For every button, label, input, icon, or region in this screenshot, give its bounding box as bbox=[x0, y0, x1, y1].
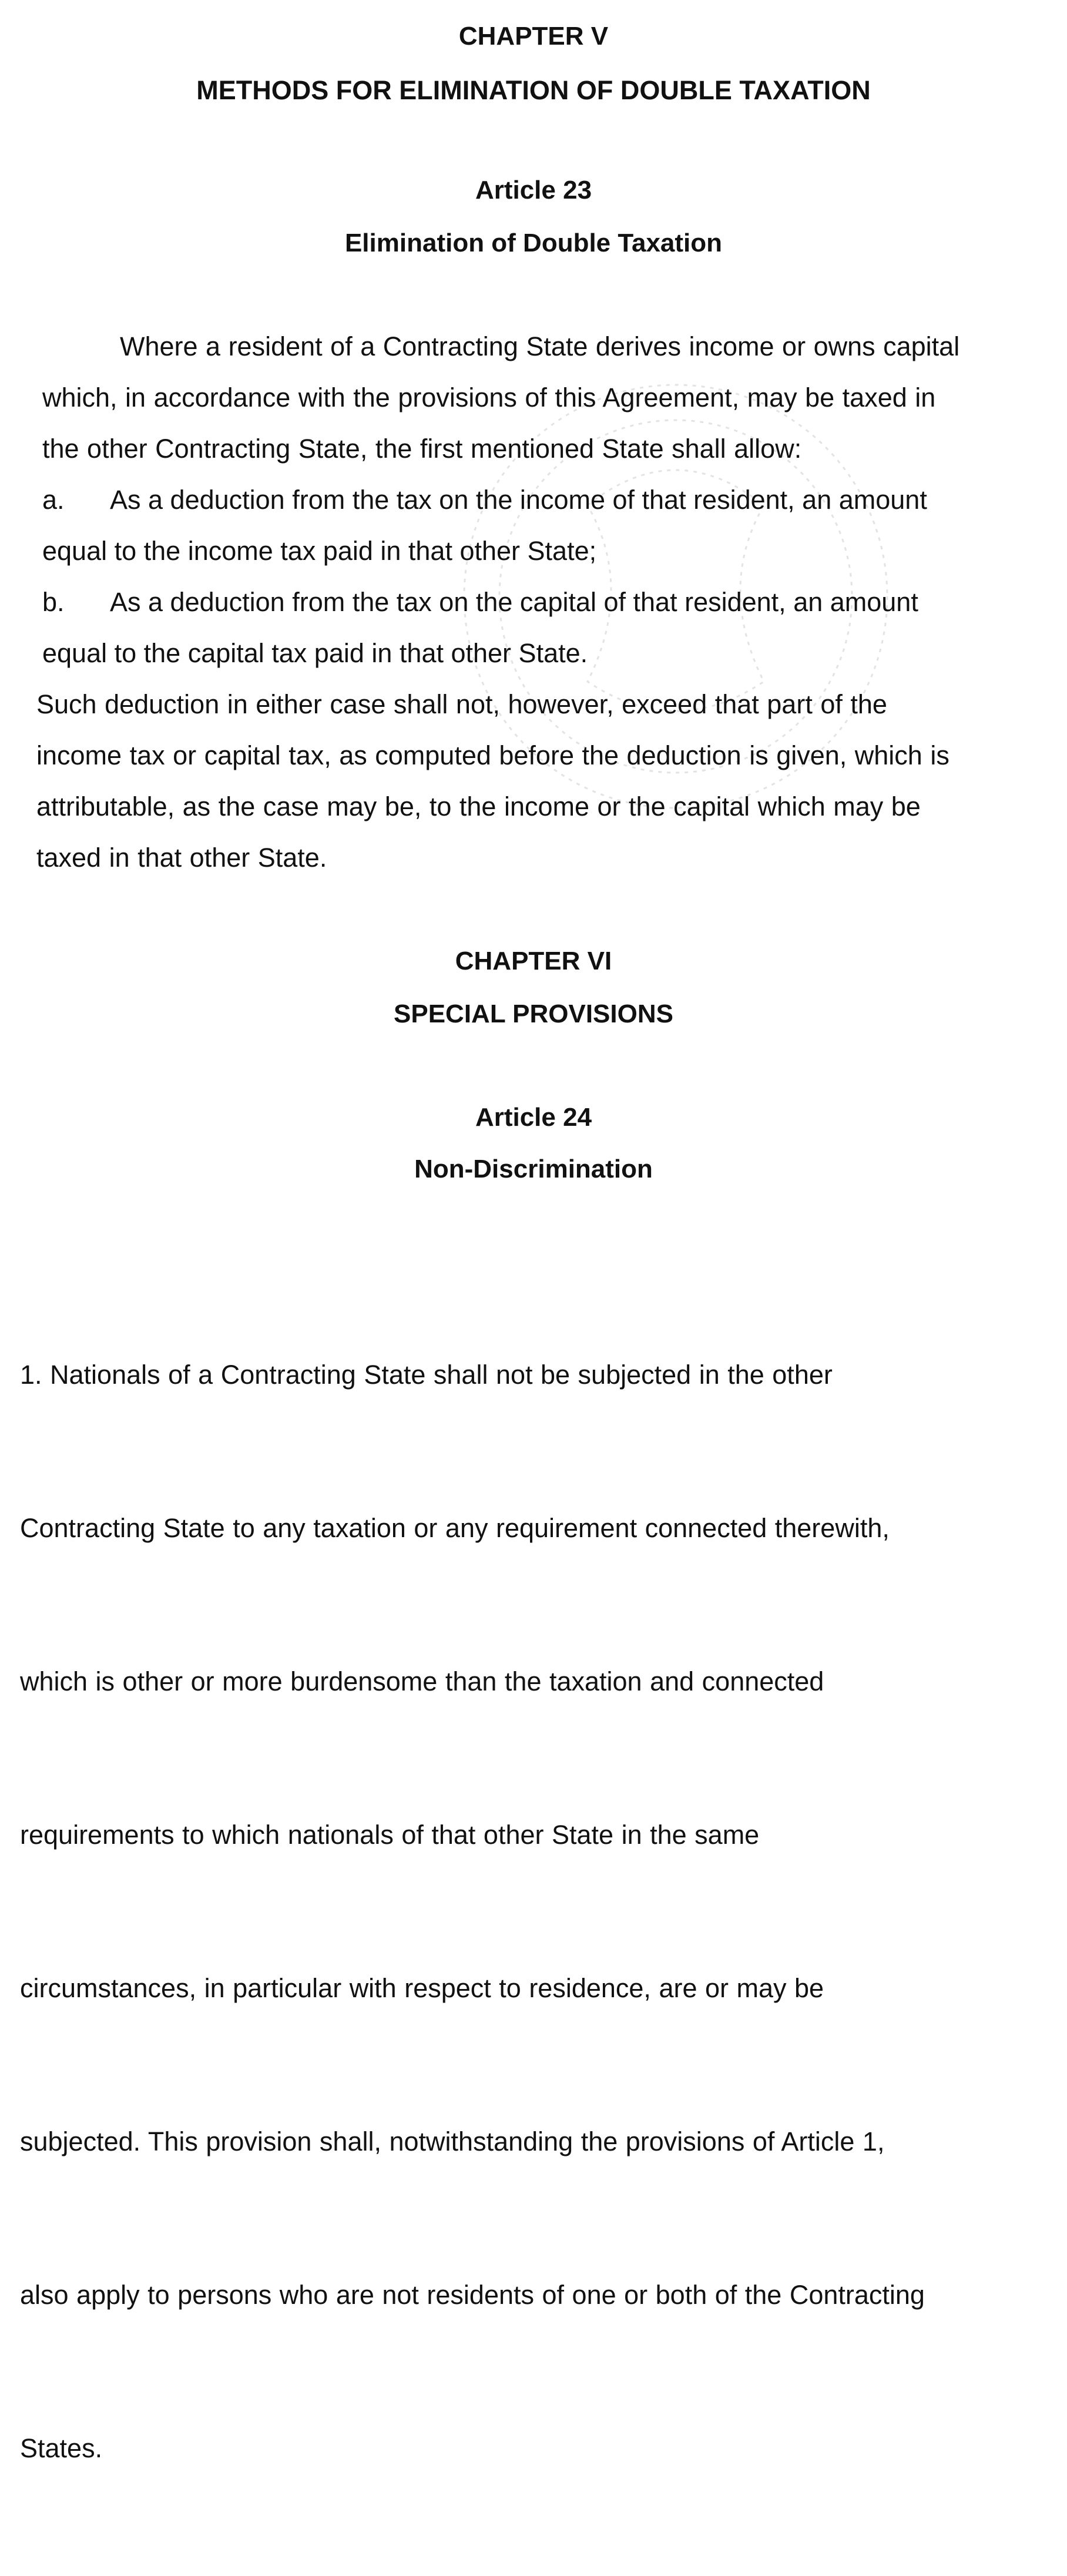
text-line: States. bbox=[20, 2433, 103, 2463]
text-line: equal to the income tax paid in that other State; bbox=[42, 536, 597, 566]
chapter-v-subtitle: METHODS FOR ELIMINATION OF DOUBLE TAXATION bbox=[196, 75, 871, 105]
text-line: Where a resident of a Contracting State derives income or owns capital bbox=[120, 331, 960, 361]
article-23-intro bbox=[42, 321, 1035, 474]
text-line: income tax or capital tax, as computed before the deduction is given, which is bbox=[36, 740, 949, 770]
list-marker: b. bbox=[42, 587, 65, 617]
chapter-vi-subtitle: SPECIAL PROVISIONS bbox=[394, 999, 673, 1028]
text-line: attributable, as the case may be, to the income or the capital which may be bbox=[36, 791, 921, 821]
text-line: also apply to persons who are not residents of one or both of the Contracting bbox=[20, 2280, 925, 2310]
text-line: Such deduction in either case shall not, however, exceed that part of the bbox=[36, 689, 887, 719]
text-line: Contracting State to any taxation or any requirement connected therewith, bbox=[20, 1513, 890, 1543]
text-line: requirements to which nationals of that other State in the same bbox=[20, 1820, 760, 1850]
article-23-number: Article 23 bbox=[475, 176, 592, 204]
text-line: which is other or more burdensome than the taxation and connected bbox=[20, 1666, 824, 1696]
article-23-item-b bbox=[42, 576, 1035, 679]
text-line: equal to the capital tax paid in that other State. bbox=[42, 638, 588, 668]
article-24-paragraph-1 bbox=[20, 1247, 1031, 2576]
text-line: which, in accordance with the provisions of this Agreement, may be taxed in bbox=[42, 383, 936, 412]
article-23-closing bbox=[36, 679, 1035, 883]
text-line: 1. Nationals of a Contracting State shall not be subjected in the other bbox=[20, 1360, 833, 1390]
text-line: the other Contracting State, the first mentioned State shall allow: bbox=[42, 434, 802, 464]
text-line: subjected. This provision shall, notwithstanding the provisions of Article 1, bbox=[20, 2126, 885, 2156]
text-line: circumstances, in particular with respect to residence, are or may be bbox=[20, 1973, 824, 2003]
chapter-vi-title: CHAPTER VI bbox=[455, 947, 612, 975]
article-24-title: Non-Discrimination bbox=[414, 1155, 653, 1183]
article-23-item-a bbox=[42, 474, 1035, 576]
chapter-v-title: CHAPTER V bbox=[458, 22, 609, 51]
text-line: As a deduction from the tax on the income of that resident, an amount bbox=[110, 485, 927, 515]
article-23-title: Elimination of Double Taxation bbox=[344, 229, 723, 257]
text-line: As a deduction from the tax on the capital of that resident, an amount bbox=[110, 587, 918, 617]
list-marker: a. bbox=[42, 485, 65, 515]
article-24-number: Article 24 bbox=[475, 1103, 592, 1132]
text-line: taxed in that other State. bbox=[36, 843, 327, 873]
